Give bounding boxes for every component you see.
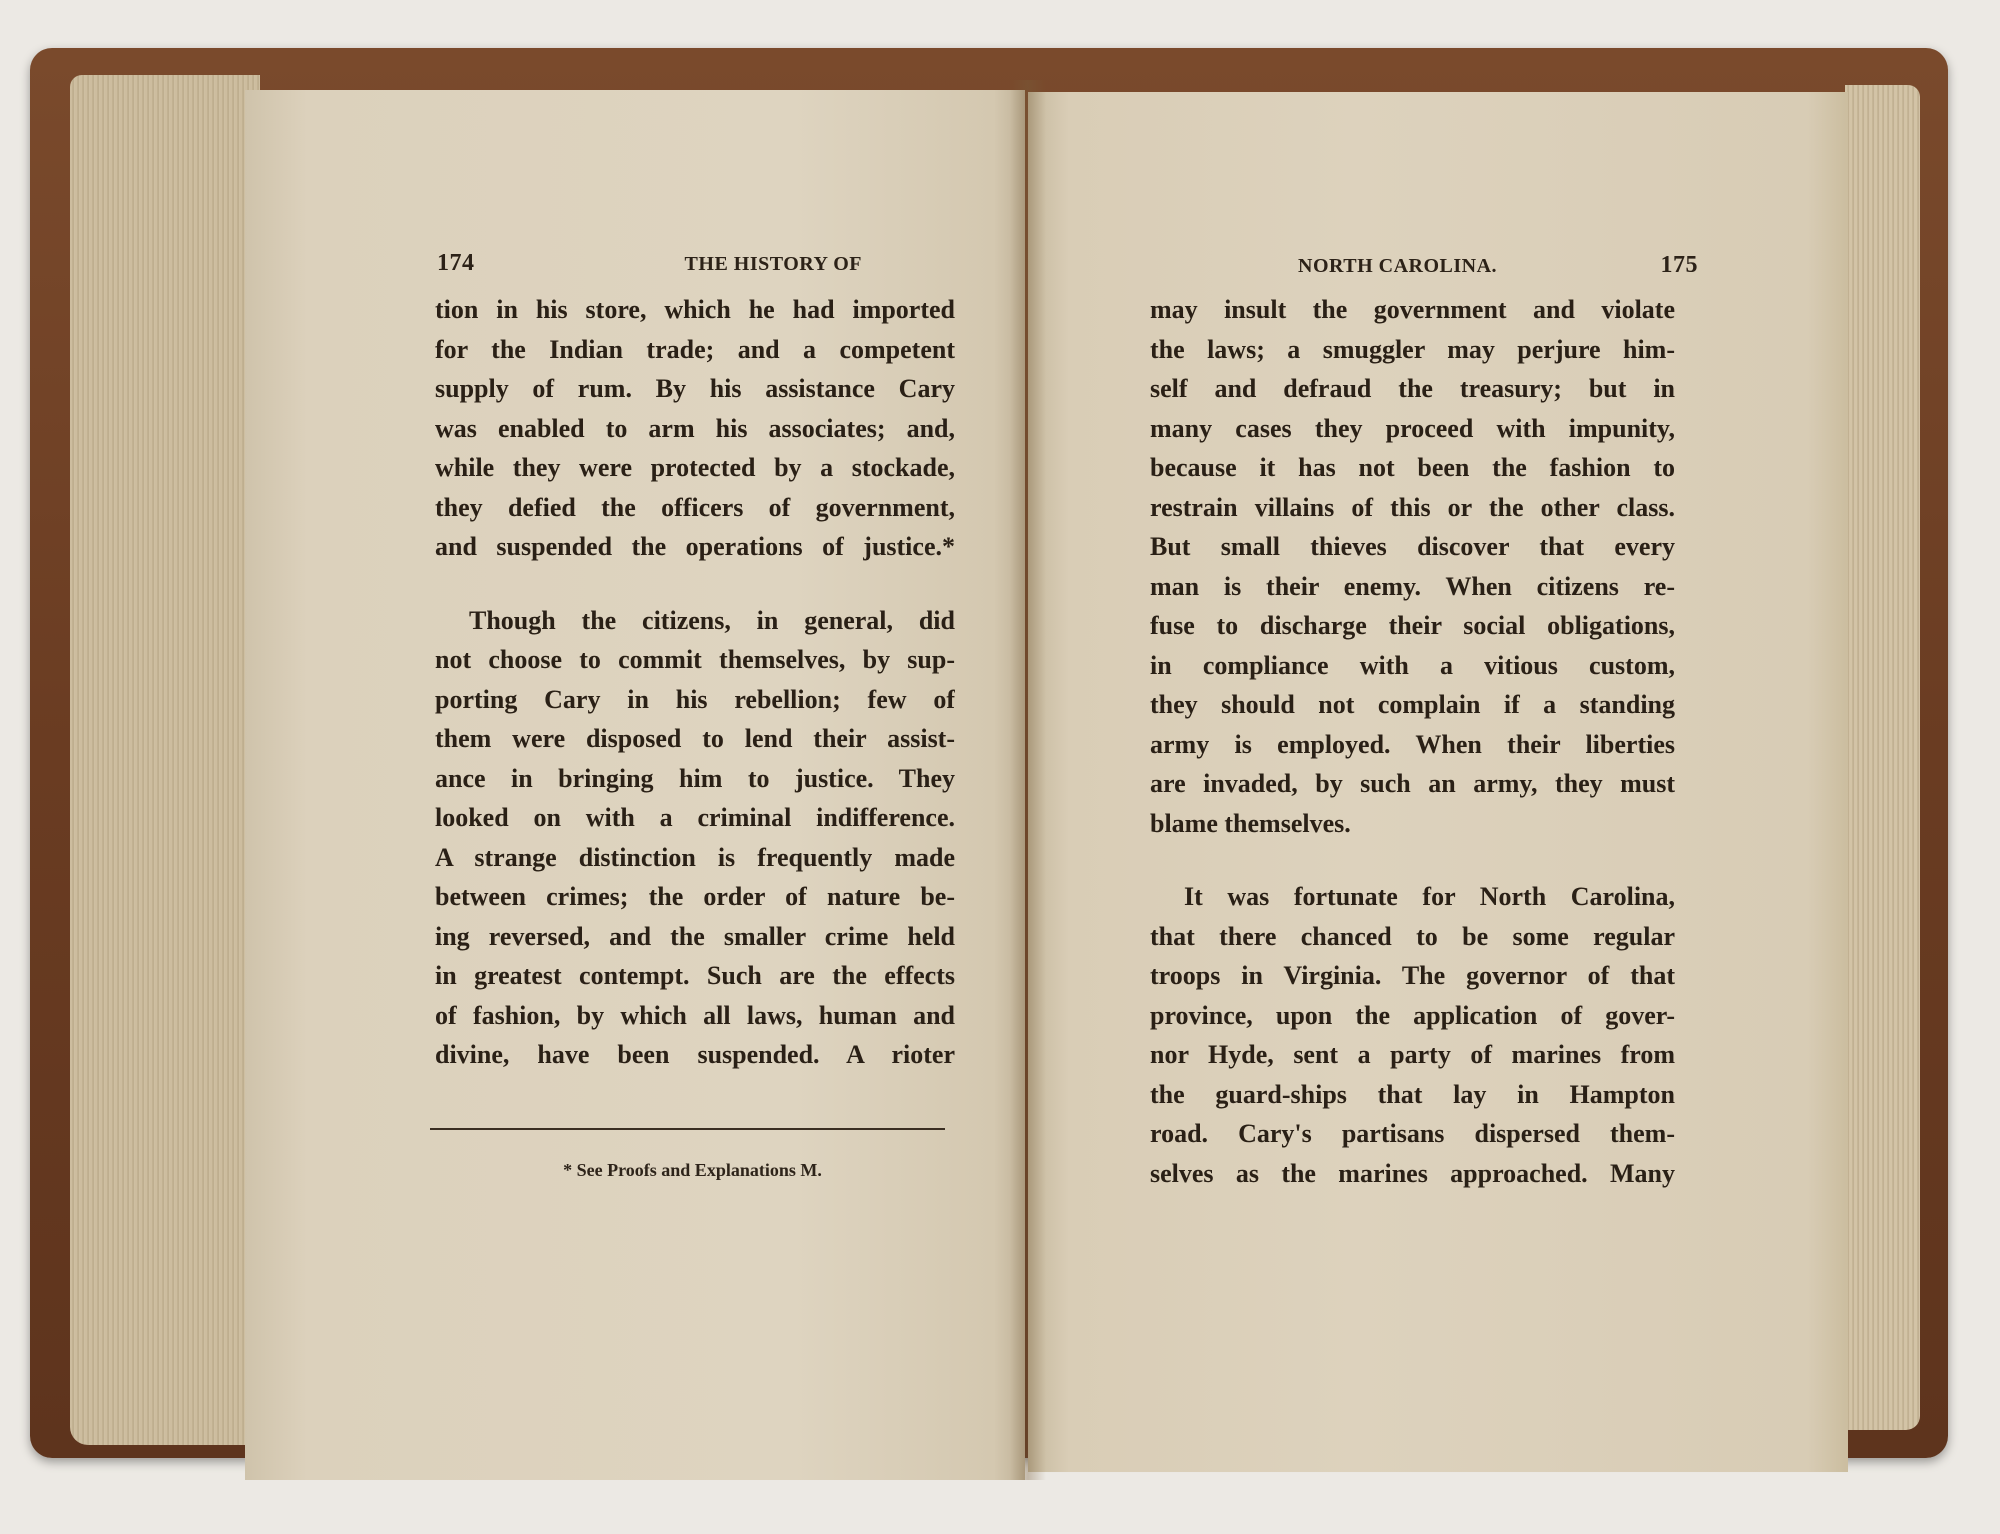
text-line: A strange distinction is frequently made bbox=[435, 842, 955, 872]
text-line: self and defraud the treasury; but in bbox=[1150, 374, 1675, 403]
text-line: they defied the officers of government, bbox=[435, 492, 955, 522]
page-number: 175 bbox=[1660, 252, 1698, 278]
right-text-block bbox=[1150, 290, 1675, 1193]
left-running-head bbox=[437, 250, 1017, 277]
text-line: selves as the marines approached. Many bbox=[1150, 1158, 1675, 1188]
text-line: because it has not been the fashion to bbox=[1150, 453, 1675, 482]
text-line: many cases they proceed with impunity, bbox=[1150, 413, 1675, 443]
text-line: fuse to discharge their social obligations, bbox=[1150, 611, 1675, 640]
text-line: tion in his store, which he had imported bbox=[435, 295, 955, 324]
text-line: divine, have been suspended. A rioter bbox=[435, 1040, 955, 1069]
text-line: for the Indian trade; and a competent bbox=[435, 334, 955, 364]
text-line: troops in Virginia. The governor of that bbox=[1150, 961, 1675, 990]
text-line: the guard-ships that lay in Hampton bbox=[1150, 1079, 1675, 1109]
text-line: porting Cary in his rebellion; few of bbox=[435, 684, 955, 714]
text-line: them were disposed to lend their assist- bbox=[435, 724, 955, 753]
text-line: while they were protected by a stockade, bbox=[435, 453, 955, 482]
text-line: are invaded, by such an army, they must bbox=[1150, 769, 1675, 798]
text-line: man is their enemy. When citizens re- bbox=[1150, 571, 1675, 601]
text-line: between crimes; the order of nature be- bbox=[435, 882, 955, 911]
footnote: * See Proofs and Explanations M. bbox=[563, 1160, 822, 1180]
text-line: that there chanced to be some regular bbox=[1150, 921, 1675, 951]
text-line: supply of rum. By his assistance Cary bbox=[435, 374, 955, 403]
text-line: looked on with a criminal indifference. bbox=[435, 803, 955, 832]
text-line: But small thieves discover that every bbox=[1150, 532, 1675, 561]
text-line: and suspended the operations of justice.* bbox=[435, 532, 955, 561]
text-line: not choose to commit themselves, by sup- bbox=[435, 645, 955, 674]
text-line: road. Cary's partisans dispersed them- bbox=[1150, 1119, 1675, 1148]
text-line: province, upon the application of gover- bbox=[1150, 1000, 1675, 1030]
book-gutter bbox=[1010, 80, 1046, 1480]
paragraph bbox=[435, 601, 955, 1075]
text-line: ing reversed, and the smaller crime held bbox=[435, 921, 955, 951]
text-line: nor Hyde, sent a party of marines from bbox=[1150, 1040, 1675, 1069]
text-line: ance in bringing him to justice. They bbox=[435, 763, 955, 793]
page-number: 174 bbox=[437, 250, 475, 276]
page-edges-left bbox=[70, 75, 260, 1445]
text-line: It was fortunate for North Carolina, bbox=[1184, 882, 1675, 911]
running-head-title: NORTH CAROLINA. bbox=[1298, 255, 1498, 277]
right-page bbox=[1028, 92, 1848, 1472]
left-page bbox=[245, 90, 1025, 1480]
text-line: blame themselves. bbox=[1150, 808, 1351, 838]
text-line: the laws; a smuggler may perjure him- bbox=[1150, 334, 1675, 364]
text-line: in greatest contempt. Such are the effects bbox=[435, 961, 955, 990]
text-line: army is employed. When their liberties bbox=[1150, 729, 1675, 759]
text-line: was enabled to arm his associates; and, bbox=[435, 413, 955, 443]
text-line: of fashion, by which all laws, human and bbox=[435, 1000, 955, 1030]
left-text-block bbox=[435, 290, 955, 1075]
paragraph bbox=[1150, 290, 1675, 843]
footnote-rule bbox=[430, 1128, 945, 1130]
running-head-title: THE HISTORY OF bbox=[684, 253, 862, 275]
text-line: Though the citizens, in general, did bbox=[469, 605, 955, 635]
text-line: restrain villains of this or the other class. bbox=[1150, 492, 1675, 522]
paragraph bbox=[1150, 877, 1675, 1193]
page-edges-right bbox=[1845, 85, 1920, 1430]
paragraph bbox=[435, 290, 955, 567]
right-running-head bbox=[1298, 252, 1698, 279]
text-line: in compliance with a vitious custom, bbox=[1150, 650, 1675, 680]
text-line: may insult the government and violate bbox=[1150, 295, 1675, 324]
text-line: they should not complain if a standing bbox=[1150, 690, 1675, 719]
